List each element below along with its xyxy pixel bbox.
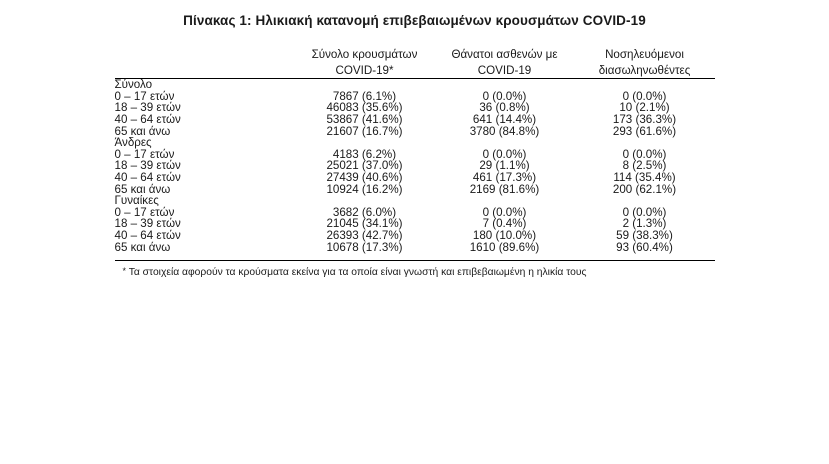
table-row xyxy=(115,184,715,196)
table-container xyxy=(115,28,715,261)
cell-icu: 2 (1.3%) xyxy=(622,217,667,231)
cell-icu: 10 (2.1%) xyxy=(619,101,670,115)
cell-deaths: 7 (0.4%) xyxy=(482,217,527,231)
row-label: 40 – 64 ετών xyxy=(114,171,181,185)
group-label-women: Γυναίκες xyxy=(114,194,159,208)
cell-deaths: 0 (0.0%) xyxy=(482,147,527,161)
column-header-cases: Σύνολο κρουσμάτων COVID-19* xyxy=(311,48,418,77)
group-label-men: Άνδρες xyxy=(114,136,152,150)
cell-cases: 4183 (6.2%) xyxy=(332,147,397,161)
cell-cases: 10924 (16.2%) xyxy=(326,182,403,196)
cell-deaths: 180 (10.0%) xyxy=(472,229,537,242)
cell-icu: 0 (0.0%) xyxy=(622,89,667,103)
cell-icu: 8 (2.5%) xyxy=(622,159,667,173)
cell-cases: 10678 (17.3%) xyxy=(326,240,403,254)
cell-icu: 200 (62.1%) xyxy=(612,182,677,196)
cell-deaths: 0 (0.0%) xyxy=(482,205,527,219)
table-spacer xyxy=(115,253,715,261)
row-label: 18 – 39 ετών xyxy=(114,159,181,173)
cell-deaths: 3780 (84.8%) xyxy=(469,124,540,138)
column-header-category xyxy=(115,47,295,79)
row-label: 0 – 17 ετών xyxy=(114,147,175,161)
column-header-deaths: Θάνατοι ασθενών με COVID-19 xyxy=(451,48,558,77)
cell-icu: 173 (36.3%) xyxy=(612,113,677,127)
cell-deaths: 29 (1.1%) xyxy=(479,159,530,173)
column-header-icu: Νοσηλευόμενοι διασωληνωθέντες xyxy=(598,48,691,77)
cell-icu: 0 (0.0%) xyxy=(622,147,667,161)
row-label: 65 και άνω xyxy=(114,240,171,254)
page-title: Πίνακας 1: Ηλικιακή κατανομή επιβεβαιωμένων κρουσμάτων COVID-19 xyxy=(183,13,646,28)
cell-icu: 93 (60.4%) xyxy=(616,240,673,254)
table-top-rule xyxy=(115,47,715,79)
cell-icu: 293 (61.6%) xyxy=(612,124,677,138)
cell-cases: 27439 (40.6%) xyxy=(326,171,403,185)
cell-deaths: 461 (17.3%) xyxy=(472,171,537,185)
row-label: 40 – 64 ετών xyxy=(114,229,181,242)
cell-cases: 7867 (6.1%) xyxy=(332,89,397,103)
table-header xyxy=(115,47,715,79)
cell-icu: 59 (38.3%) xyxy=(616,229,673,242)
table-body xyxy=(115,79,715,261)
cell-icu: 0 (0.0%) xyxy=(622,205,667,219)
cell-deaths: 641 (14.4%) xyxy=(472,113,537,127)
table-row xyxy=(115,242,715,254)
row-label: 18 – 39 ετών xyxy=(114,101,181,115)
row-label: 65 και άνω xyxy=(114,124,171,138)
cell-deaths: 2169 (81.6%) xyxy=(469,182,540,196)
cell-icu: 114 (35.4%) xyxy=(613,171,676,185)
cell-deaths: 1610 (89.6%) xyxy=(469,240,540,254)
cell-cases: 21607 (16.7%) xyxy=(326,124,403,138)
cell-cases: 26393 (42.7%) xyxy=(326,229,403,242)
footnote-text: Τα στοιχεία αφορούν τα κρούσματα εκείνα για τα οποία είναι γνωστή και επιβεβαιωμένη η ηλικία τους xyxy=(126,267,587,279)
cell-cases: 21045 (34.1%) xyxy=(326,217,403,231)
cell-cases: 3682 (6.0%) xyxy=(332,205,397,219)
row-label: 18 – 39 ετών xyxy=(114,217,181,231)
cell-cases: 25021 (37.0%) xyxy=(326,159,403,173)
row-label: 0 – 17 ετών xyxy=(114,89,175,103)
age-distribution-table xyxy=(115,47,715,261)
group-label-total: Σύνολο xyxy=(115,79,715,91)
cell-deaths: 0 (0.0%) xyxy=(482,89,527,103)
table-row xyxy=(115,126,715,138)
row-label: 0 – 17 ετών xyxy=(114,205,175,219)
table-row xyxy=(115,172,715,184)
footnote-marker: * xyxy=(122,266,127,277)
table-row xyxy=(115,114,715,126)
table-row xyxy=(115,230,715,242)
table-footnote xyxy=(115,261,715,278)
cell-cases: 46083 (35.6%) xyxy=(326,101,403,115)
cell-cases: 53867 (41.6%) xyxy=(326,113,403,127)
cell-deaths: 36 (0.8%) xyxy=(479,101,530,115)
row-label: 40 – 64 ετών xyxy=(114,113,181,127)
row-label: 65 και άνω xyxy=(114,182,171,196)
